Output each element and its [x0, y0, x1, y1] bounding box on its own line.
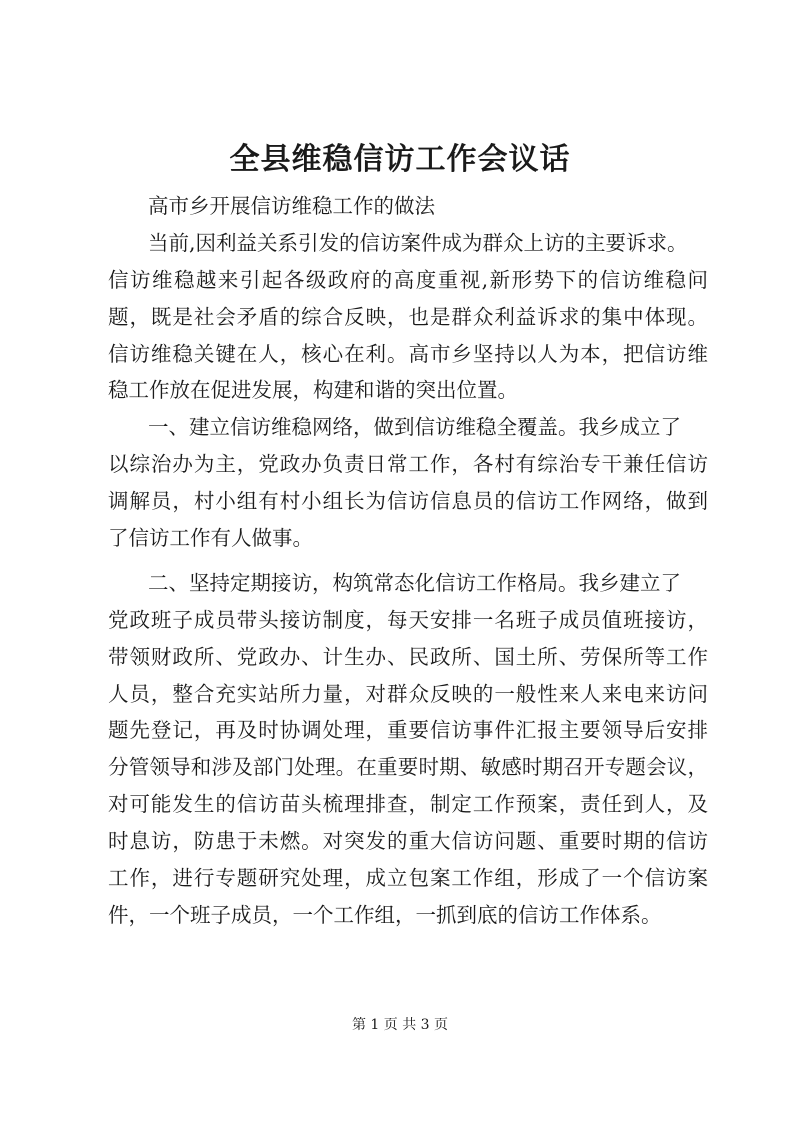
- text-line: 分管领导和涉及部门处理。在重要时期、敏感时期召开专题会议，: [108, 755, 708, 780]
- document-body: [108, 188, 708, 934]
- text-line: 信访维稳关键在人，核心在利。高市乡坚持以人为本，把信访维: [108, 341, 708, 366]
- text-line: 二、坚持定期接访，构筑常态化信访工作格局。我乡建立了: [148, 570, 681, 595]
- text-line: 工作，进行专题研究处理，成立包案工作组，形成了一个信访案: [108, 866, 708, 891]
- text-line: 党政班子成员带头接访制度，每天安排一名班子成员值班接访，: [108, 607, 708, 632]
- text-line: 稳工作放在促进发展，构建和谐的突出位置。: [108, 378, 518, 403]
- text-line: 调解员，村小组有村小组长为信访信息员的信访工作网络，做到: [108, 489, 708, 514]
- text-line: 高市乡开展信访维稳工作的做法: [148, 194, 435, 218]
- text-line: 题先登记，再及时协调处理，重要信访事件汇报主要领导后安排: [108, 718, 708, 743]
- text-line: 一、建立信访维稳网络，做到信访维稳全覆盖。我乡成立了: [148, 415, 681, 440]
- document-title: 全县维稳信访工作会议话: [229, 142, 571, 177]
- text-line: 信访维稳越来引起各级政府的高度重视,新形势下的信访维稳问: [108, 267, 708, 292]
- text-line: 对可能发生的信访苗头梳理排查，制定工作预案，责任到人，及: [108, 792, 708, 817]
- paragraph-subtitle: [108, 188, 708, 225]
- text-line: 题，既是社会矛盾的综合反映，也是群众利益诉求的集中体现。: [108, 304, 708, 329]
- text-line: 以综治办为主，党政办负责日常工作，各村有综治专干兼任信访: [108, 452, 708, 477]
- text-line: 人员，整合充实站所力量，对群众反映的一般性来人来电来访问: [108, 681, 708, 706]
- text-line: 当前,因利益关系引发的信访案件成为群众上访的主要诉求。: [148, 230, 688, 255]
- text-line: 时息访，防患于未燃。对突发的重大信访问题、重要时期的信访: [108, 829, 708, 854]
- text-line: 了信访工作有人做事。: [108, 526, 313, 551]
- page-footer: 第 1 页 共 3 页: [351, 1017, 449, 1033]
- paragraph-intro: [108, 225, 708, 409]
- paragraph-reception: [108, 565, 708, 934]
- text-line: 带领财政所、党政办、计生办、民政所、国土所、劳保所等工作: [108, 644, 708, 669]
- paragraph-gap: [108, 557, 708, 565]
- paragraph-network: [108, 409, 708, 557]
- text-line: 件，一个班子成员，一个工作组，一抓到底的信访工作体系。: [108, 902, 662, 927]
